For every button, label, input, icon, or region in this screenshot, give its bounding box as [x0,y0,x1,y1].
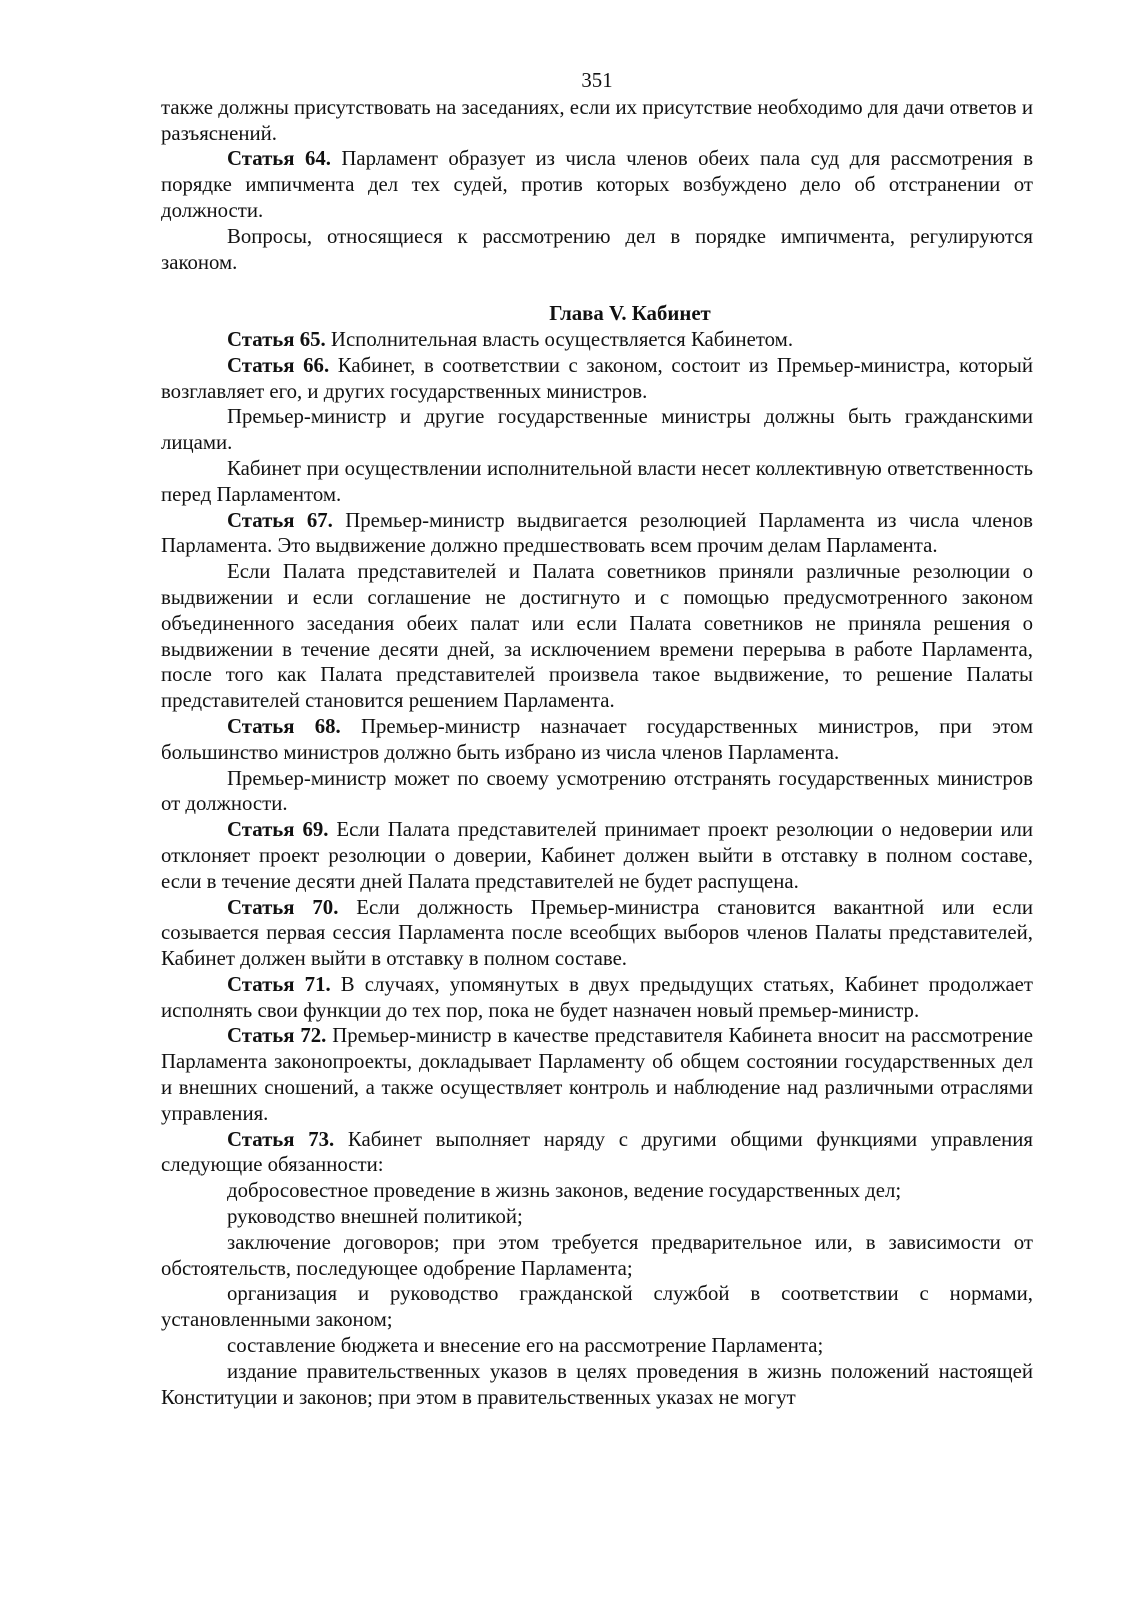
paragraph [161,714,1033,766]
article-number: Статья 66. [227,353,330,377]
page-number: 351 [581,69,613,92]
paragraph-text: Премьер-министр может по своему усмотрению отстранять государственных министров от должности. [161,766,1033,816]
paragraph [161,559,1033,714]
paragraph [161,1127,1033,1179]
paragraph [161,1204,1033,1230]
paragraph-text: Если должность Премьер-министра становится вакантной или если созывается первая сессия Парламента после всеобщих выборов членов Палаты представителей, Кабинет должен выйти в отставку в полном составе. [161,895,1034,971]
paragraph-text: Вопросы, относящиеся к рассмотрению дел в порядке импичмента, регулируются законом. [161,224,1033,274]
paragraph-text: Премьер-министр назначает государственных министров, при этом большинство министров должно быть избрано из числа членов Парламента. [161,714,1033,764]
paragraph-text: Парламент образует из числа членов обеих пала суд для рассмотрения в порядке импичмента дел тех судей, против которых возбуждено дело об отстранении от должности. [161,147,1034,222]
paragraph [161,224,1033,276]
paragraph [161,895,1033,972]
paragraph [161,404,1033,456]
paragraph-text: Премьер-министр и другие государственные министры должны быть гражданскими лицами. [161,405,1033,455]
paragraph-text: добросовестное проведение в жизнь законов, ведение государственных дел; [227,1179,902,1203]
paragraph [161,146,1033,223]
spacer [161,275,1033,301]
paragraph-text: Исполнительная власть осуществляется Кабинетом. [325,327,794,351]
paragraph [161,972,1033,1024]
article-number: Статья 69. [227,818,329,842]
paragraph [161,456,1033,508]
paragraph [161,1281,1033,1333]
paragraph [161,1230,1033,1282]
paragraph [161,1333,1033,1359]
paragraph [161,766,1033,818]
paragraph-text: Премьер-министр в качестве представителя Кабинета вносит на рассмотрение Парламента законопроекты, докладывает Парламенту об общем состоянии государственных дел и внешних сношений, а также осуществляет контроль и наблюдение над различными отраслями управления. [161,1024,1033,1125]
paragraph-text: Если Палата представителей принимает проект резолюции о недоверии или отклоняет проект резолюции о доверии, Кабинет должен выйти в отставку в полном составе, если в течение десяти дней Палата представителей не будет распущена. [161,818,1034,893]
top-paragraphs [161,95,1033,276]
paragraph [161,1178,1033,1204]
article-number: Статья 65. [227,327,326,351]
paragraph-text: Кабинет при осуществлении исполнительной власти несет коллективную ответственность перед Парламентом. [161,456,1033,506]
paragraph-text: Если Палата представителей и Палата советников приняли различные резолюции о выдвижении и если соглашение не достигнуто и с помощью предусмотренного законом объединенного заседания обеих палат или если Палата советников не приняла решения о выдвижении в течение десяти дней, за исключением времени перерыва в работе Парламента, после того как Палата представителей произвела такое выдвижение, то решение Палаты представителей становится решением Парламента. [161,560,1033,713]
article-number: Статья 73. [227,1127,335,1151]
paragraph-text: Кабинет, в соответствии с законом, состоит из Премьер-министра, который возглавляет его, и других государственных министров. [161,353,1033,403]
chapter-paragraphs [161,327,1033,1410]
article-number: Статья 70. [227,895,339,919]
paragraph [161,327,1033,353]
chapter-title: Глава V. Кабинет [549,302,711,326]
paragraph-text: заключение договоров; при этом требуется предварительное или, в зависимости от обстоятельств, последующее одобрение Парламента; [161,1230,1033,1280]
paragraph-text: руководство внешней политикой; [227,1205,523,1229]
paragraph-text: Премьер-министр выдвигается резолюцией Парламента из числа членов Парламента. Это выдвижение должно предшествовать всем прочим делам Парламента. [161,508,1034,558]
document-page [161,68,1033,1410]
paragraph [161,1023,1033,1126]
article-number: Статья 71. [227,972,331,996]
paragraph-text: также должны присутствовать на заседаниях, если их присутствие необходимо для дачи ответов и разъяснений. [161,95,1033,145]
article-number: Статья 68. [227,714,341,738]
paragraph-text: В случаях, упомянутых в двух предыдущих статьях, Кабинет продолжает исполнять свои функции до тех пор, пока не будет назначен новый премьер-министр. [161,972,1033,1022]
paragraph [161,508,1033,560]
paragraph-text: Кабинет выполняет наряду с другими общими функциями управления следующие обязанности: [161,1127,1033,1177]
paragraph [161,95,1033,147]
paragraph-text: составление бюджета и внесение его на рассмотрение Парламента; [227,1334,824,1358]
paragraph [161,353,1033,405]
paragraph [161,817,1033,894]
article-number: Статья 67. [227,508,333,532]
article-number: Статья 64. [227,147,331,171]
paragraph-text: организация и руководство гражданской службой в соответствии с нормами, установленными законом; [161,1282,1033,1332]
paragraph-text: издание правительственных указов в целях проведения в жизнь положений настоящей Конституции и законов; при этом в правительственных указах не могут [161,1359,1033,1409]
paragraph [161,1359,1033,1411]
article-number: Статья 72. [227,1024,327,1048]
